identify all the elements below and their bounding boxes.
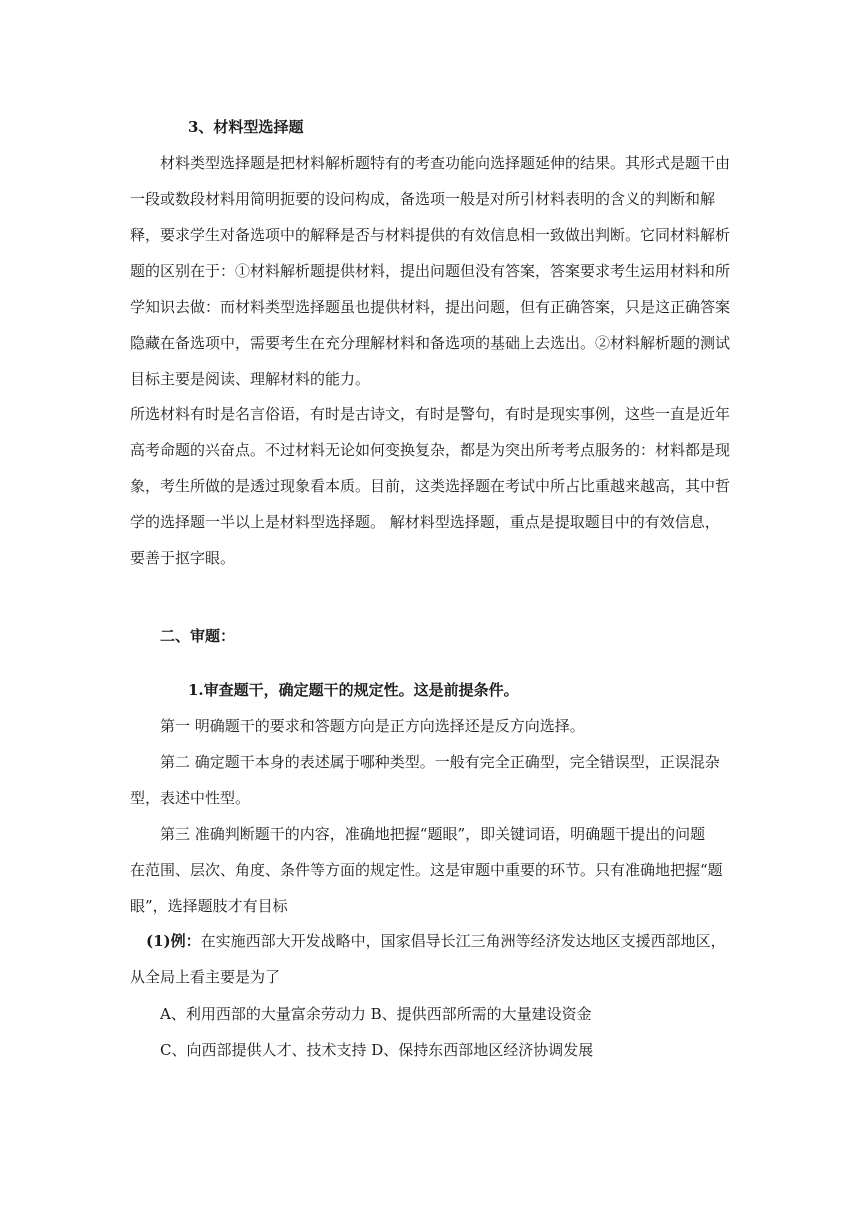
step-line: 第一 明确题干的要求和答题方向是正方向选择还是反方向选择。 [160, 717, 585, 735]
step-line: 第三 准确判断题干的内容，准确地把握“题眼”，即关键词语，明确题干提出的问题 [160, 825, 706, 843]
example-options-line: C、向西部提供人才、技术支持 D、保持东西部地区经济协调发展 [160, 1041, 594, 1059]
section-2-title: 二、审题： [160, 627, 236, 645]
paragraph-line: 学的选择题一半以上是材料型选择题。 解材料型选择题，重点是提取题目中的有效信息， [130, 513, 720, 531]
paragraph-line: 所选材料有时是名言俗语，有时是古诗文，有时是警句，有时是现实事例，这些一直是近年 [130, 405, 731, 423]
step-line: 第二 确定题干本身的表述属于哪种类型。一般有完全正确型，完全错误型，正误混杂 [160, 753, 720, 771]
paragraph-line: 隐藏在备选项中，需要考生在充分理解材料和备选项的基础上去选出。②材料解析题的测试 [130, 334, 731, 352]
paragraph-line: 一段或数段材料用简明扼要的设问构成，备选项一般是对所引材料表明的含义的判断和解 [130, 190, 716, 208]
subsection-heading: 1.审查题干，确定题干的规定性。这是前提条件。 [188, 681, 519, 699]
example-text: 在实施西部大开发战略中，国家倡导长江三角洲等经济发达地区支援西部地区， [200, 932, 726, 950]
paragraph-line: 释，要求学生对备选项中的解释是否与材料提供的有效信息相一致做出判断。它同材料解析 [130, 226, 731, 244]
step-line: 型，表述中性型。 [130, 789, 251, 807]
paragraph-line: 目标主要是阅读、理解材料的能力。 [130, 370, 371, 388]
section-3-title: 3、材料型选择题 [188, 118, 304, 136]
step-line: 在范围、层次、角度、条件等方面的规定性。这是审题中重要的环节。只有准确地把握“题 [130, 861, 723, 879]
example-options-line: A、利用西部的大量富余劳动力 B、提供西部所需的大量建设资金 [160, 1005, 592, 1023]
paragraph-line: 学知识去做：而材料类型选择题虽也提供材料，提出问题，但有正确答案，只是这正确答案 [130, 298, 731, 316]
paragraph-line: 材料类型选择题是把材料解析题特有的考查功能向选择题延伸的结果。其形式是题干由 [160, 154, 731, 172]
paragraph-line: 题的区别在于：①材料解析题提供材料，提出问题但没有答案，答案要求考生运用材料和所 [130, 262, 731, 280]
step-line: 眼”，选择题肢才有目标 [130, 897, 288, 915]
paragraph-line: 要善于抠字眼。 [130, 549, 236, 567]
example-line [146, 931, 726, 951]
example-label: (1)例： [146, 932, 201, 950]
paragraph-line: 象，考生所做的是透过现象看本质。目前，这类选择题在考试中所占比重越来越高，其中哲 [130, 477, 731, 495]
paragraph-line: 高考命题的兴奋点。不过材料无论如何变换复杂，都是为突出所考考点服务的：材料都是现 [130, 441, 731, 459]
example-text-line: 从全局上看主要是为了 [130, 968, 281, 986]
